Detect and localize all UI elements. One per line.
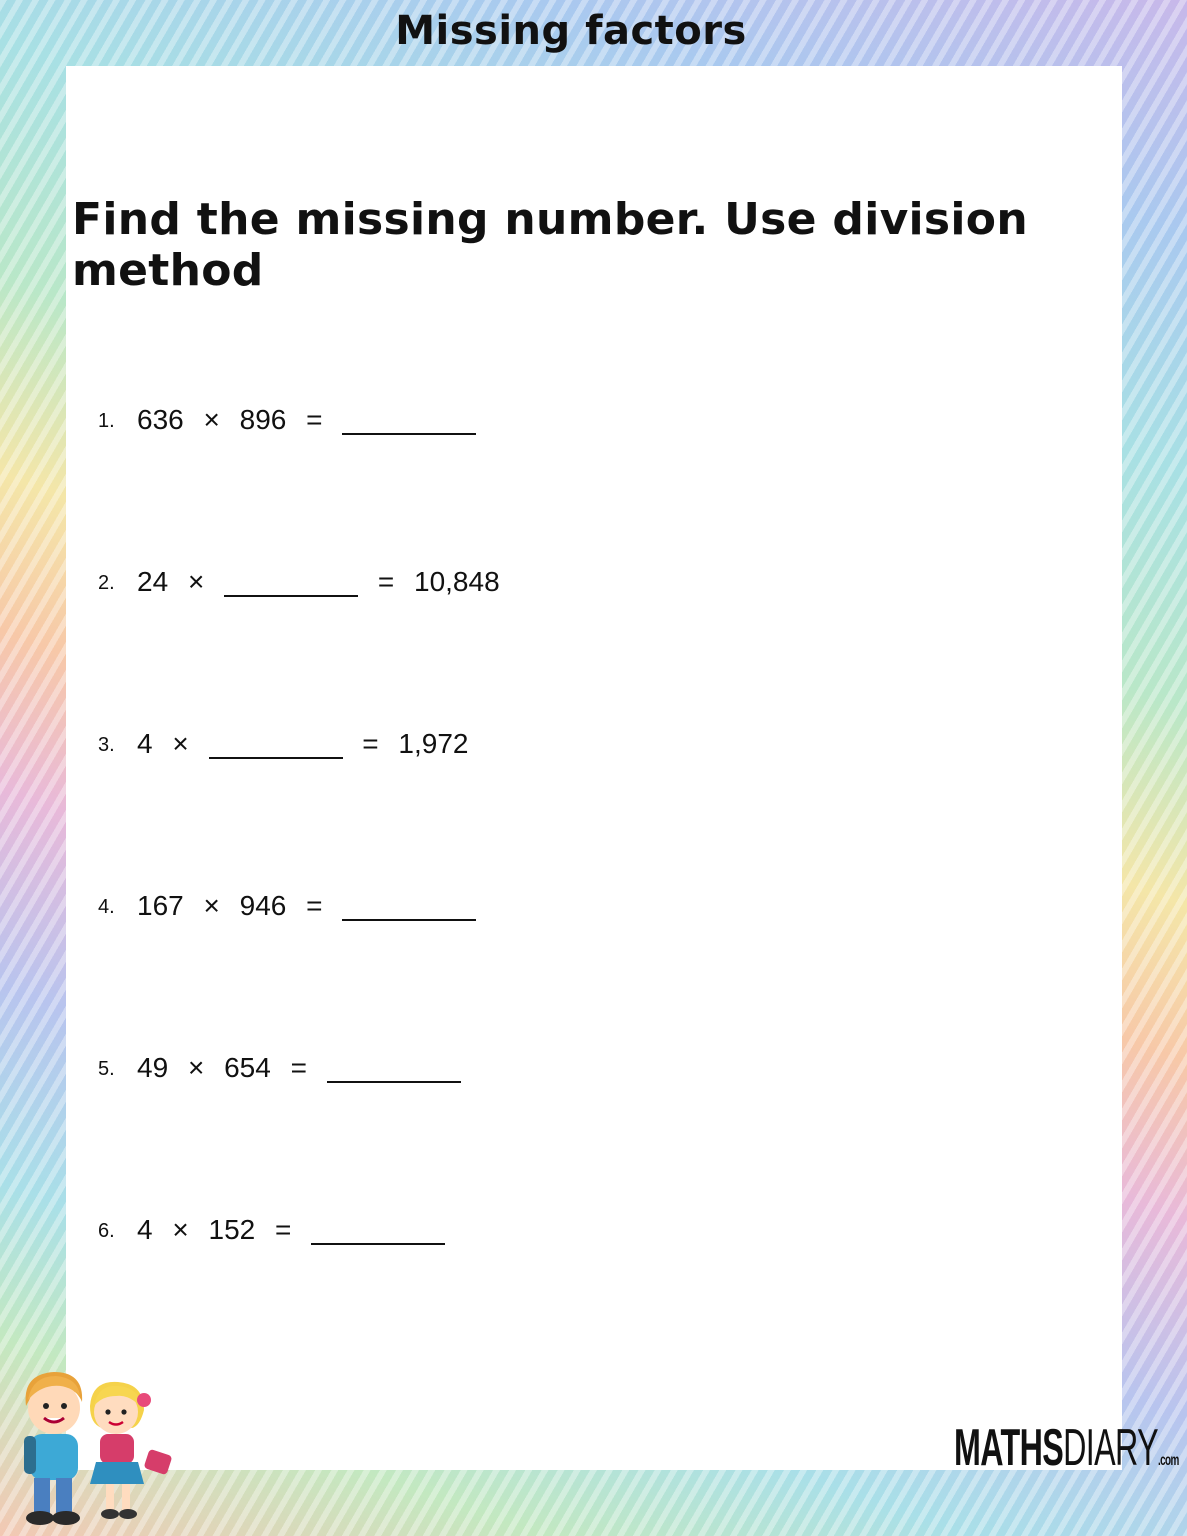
- logo-suffix: .com: [1157, 1452, 1179, 1469]
- instruction-text: Find the missing number. Use division method: [72, 194, 1028, 296]
- answer-blank[interactable]: [311, 1215, 445, 1245]
- factor-b: 896: [239, 404, 287, 435]
- factor-b: 946: [239, 890, 287, 921]
- problem-expression: [137, 1052, 461, 1084]
- multiply-sign: ×: [203, 404, 220, 435]
- problem-number: 1.: [98, 410, 115, 432]
- problem-number: 4.: [98, 896, 115, 918]
- problem-number: 2.: [98, 572, 115, 594]
- factor-a: 4: [137, 1214, 153, 1245]
- logo-part-maths: MATHS: [954, 1419, 1064, 1477]
- equals-sign: =: [275, 1214, 292, 1245]
- problem-expression: [137, 728, 469, 760]
- multiply-sign: ×: [187, 1052, 205, 1083]
- factor-a: 167: [137, 890, 184, 921]
- product: 10,848: [414, 566, 500, 597]
- answer-blank[interactable]: [342, 405, 476, 435]
- mathsdiary-logo: [954, 1418, 1179, 1478]
- equals-sign: =: [306, 890, 323, 921]
- problem-expression: [137, 890, 476, 922]
- answer-blank[interactable]: [224, 567, 358, 597]
- multiply-sign: ×: [187, 566, 205, 597]
- factor-b: 152: [208, 1214, 256, 1245]
- equals-sign: =: [362, 728, 379, 759]
- multiply-sign: ×: [172, 728, 189, 759]
- problem-number: 6.: [98, 1220, 115, 1242]
- equals-sign: =: [290, 1052, 307, 1083]
- factor-a: 49: [137, 1052, 169, 1083]
- problem-number: 3.: [98, 734, 115, 756]
- factor-a: 4: [137, 728, 153, 759]
- problem-expression: [137, 566, 500, 598]
- answer-blank[interactable]: [327, 1053, 461, 1083]
- equals-sign: =: [306, 404, 323, 435]
- answer-blank[interactable]: [209, 729, 343, 759]
- problem-number: 5.: [98, 1058, 115, 1080]
- equals-sign: =: [377, 566, 395, 597]
- kids-illustration: [12, 1366, 182, 1532]
- worksheet-title: Missing factors: [395, 8, 747, 54]
- logo-part-diary: DIARY: [1063, 1419, 1158, 1477]
- problem-expression: [137, 404, 476, 436]
- boy-figure: [24, 1372, 82, 1525]
- factor-b: 654: [224, 1052, 271, 1083]
- factor-a: 24: [137, 566, 169, 597]
- multiply-sign: ×: [172, 1214, 189, 1245]
- factor-a: 636: [137, 404, 184, 435]
- girl-figure: [90, 1382, 173, 1519]
- multiply-sign: ×: [203, 890, 220, 921]
- problem-expression: [137, 1214, 445, 1246]
- worksheet-sheet: [66, 66, 1122, 1470]
- answer-blank[interactable]: [342, 891, 476, 921]
- product: 1,972: [398, 728, 469, 759]
